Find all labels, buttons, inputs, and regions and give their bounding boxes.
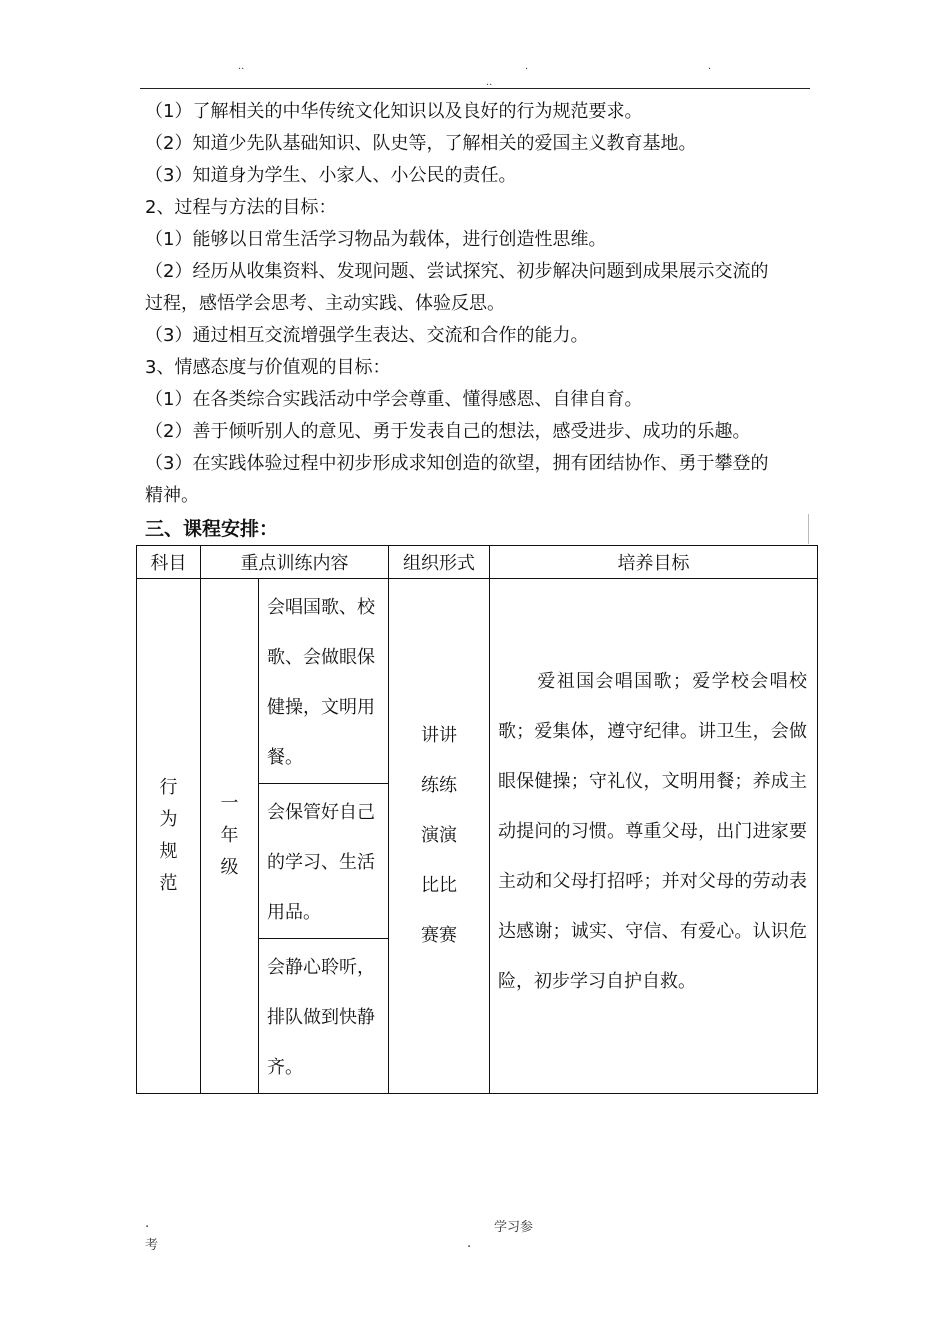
text-line: （3）知道身为学生、小家人、小公民的责任。 [145, 165, 517, 186]
header-mark: .. [238, 61, 245, 72]
footer-text: 考 [145, 1238, 159, 1253]
margin-rule [808, 514, 809, 544]
objectives-text [145, 96, 815, 512]
subject-char: 为 [159, 809, 178, 830]
grade-cell [201, 579, 259, 1094]
text-line: （2）善于倾听别人的意见、勇于发表自己的想法，感受进步、成功的乐趣。 [145, 421, 751, 442]
organization-item: 练练 [421, 775, 457, 796]
header-rule [140, 88, 810, 89]
text-line: （3）通过相互交流增强学生表达、交流和合作的能力。 [145, 325, 589, 346]
goal-cell [490, 579, 818, 1094]
subject-char: 规 [159, 841, 178, 862]
content-cell: 会唱国歌、校歌、会做眼保健操，文明用餐。 [259, 579, 389, 784]
header-mark: . [708, 61, 712, 72]
subject-cell [137, 579, 201, 1094]
grade-char: 年 [220, 825, 239, 846]
header-subject: 科目 [137, 546, 201, 579]
header-content: 重点训练内容 [201, 546, 389, 579]
header-organization: 组织形式 [389, 546, 490, 579]
text-line: 精神。 [145, 485, 199, 506]
content-cell: 会静心聆听，排队做到快静齐。 [259, 939, 389, 1094]
text-line: （1）了解相关的中华传统文化知识以及良好的行为规范要求。 [145, 101, 643, 122]
text-line: （1）能够以日常生活学习物品为载体，进行创造性思维。 [145, 229, 607, 250]
organization-item: 比比 [421, 875, 457, 896]
organization-cell [389, 579, 490, 1094]
header-mark: . [525, 61, 529, 72]
header-goal: 培养目标 [490, 546, 818, 579]
text-line: （2）知道少先队基础知识、队史等，了解相关的爱国主义教育基地。 [145, 133, 697, 154]
footer-text: 学习参 [494, 1220, 534, 1235]
organization-item: 赛赛 [421, 925, 457, 946]
goal-text: 爱祖国会唱国歌；爱学校会唱校歌；爱集体，遵守纪律。讲卫生，会做眼保健操；守礼仪，文明用餐；养成主动提问的习惯。尊重父母，出门进家要主动和父母打招呼；并对父母的劳动表达感谢；诚实、守信、有爱心。认识危险，初步学习自护自救。 [498, 671, 807, 992]
subject-char: 行 [159, 777, 178, 798]
table-header-row [137, 546, 818, 579]
organization-item: 演演 [421, 825, 457, 846]
footer-mark: . [467, 1236, 472, 1251]
footer-mark: . [145, 1216, 150, 1231]
text-line: （1）在各类综合实践活动中学会尊重、懂得感恩、自律自育。 [145, 389, 643, 410]
header-mark: .. [486, 77, 493, 88]
text-line: （3）在实践体验过程中初步形成求知创造的欲望，拥有团结协作、勇于攀登的 [145, 453, 769, 474]
organization-item: 讲讲 [421, 725, 457, 746]
text-line: （2）经历从收集资料、发现问题、尝试探究、初步解决问题到成果展示交流的 [145, 261, 769, 282]
text-line: 3、情感态度与价值观的目标： [145, 357, 391, 378]
course-table [136, 545, 818, 1094]
content-cell: 会保管好自己的学习、生活用品。 [259, 784, 389, 939]
grade-char: 级 [220, 857, 239, 878]
section-heading: 三、课程安排： [145, 518, 279, 540]
text-line: 过程，感悟学会思考、主动实践、体验反思。 [145, 293, 505, 314]
subject-char: 范 [159, 873, 178, 894]
text-line: 2、过程与方法的目标： [145, 197, 337, 218]
table-row [137, 579, 818, 784]
grade-char: 一 [220, 793, 239, 814]
